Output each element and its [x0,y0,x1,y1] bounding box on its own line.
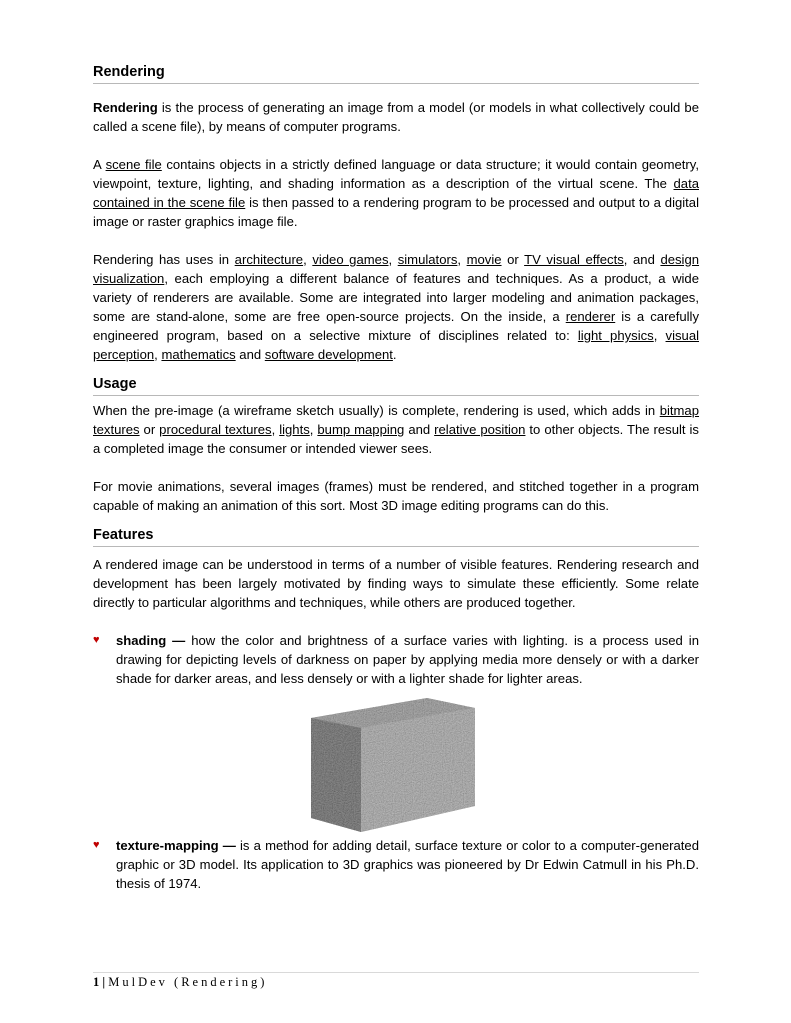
link-design-visualization[interactable]: design visualization [93,252,700,286]
link-bump-mapping[interactable]: bump mapping [317,422,405,437]
link-architecture[interactable]: architecture [234,252,304,267]
shaded-box-image [309,698,479,834]
link-visual-perception[interactable]: visual perception [93,328,700,362]
heading-rendering: Rendering [93,64,699,84]
list-item-shading: ♥ shading — how the color and brightness of a surface varies with lighting. is a process used in drawing for depicting levels of darkness on paper by applying media more densely or with a darker shade for darker areas, and less densely or with a lighter shade for lighter areas. [93,633,699,686]
link-light-physics[interactable]: light physics [577,328,654,343]
term-rendering: Rendering [93,100,158,115]
rendering-paragraph-3: Rendering has uses in architecture, video games, simulators, movie or TV visual effects, and design visualization, each employing a different balance of features and techniques. As a product, a wide variety of renderers are available. Some are integrated into larger modeling and animation packages, some are stand-alone, some are free open-source projects. On the inside, a renderer is a carefully engineered program, based on a selective mixture of disciplines related to: light physics, visual perception, mathematics and software development. [93,252,700,362]
features-list [93,631,699,688]
link-data-contained[interactable]: data contained in the scene file [93,176,699,210]
heading-features: Features [93,527,699,547]
link-video-games[interactable]: video games [312,252,389,267]
term-texture-mapping: texture-mapping — [116,838,236,853]
footer-label: MulDev (Rendering) [108,975,268,989]
page-number: 1 [93,975,100,989]
term-shading: shading — [116,633,186,648]
link-software-development[interactable]: software development [264,347,393,362]
link-renderer[interactable]: renderer [565,309,616,324]
link-lights[interactable]: lights [279,422,310,437]
link-bitmap-textures[interactable]: bitmap textures [93,403,699,437]
link-tv-visual-effects[interactable]: TV visual effects [524,252,624,267]
features-list-continued [93,836,699,893]
rendering-paragraph-2: A scene file contains objects in a strictly defined language or data structure; it would contain geometry, viewpoint, texture, lighting, and shading information as a description of the virtual scene. The data contained in the scene file is then passed to a rendering program to be processed and output to a digital image or raster graphics image file. [93,157,699,229]
rendering-paragraph-1: Rendering is the process of generating an image from a model (or models in what collectively could be called a scene file), by means of computer programs. [93,100,699,134]
shaded-box-figure [93,698,699,836]
usage-paragraph-2: For movie animations, several images (frames) must be rendered, and stitched together in a program capable of making an animation of this sort. Most 3D image editing programs can do this. [93,479,699,513]
features-paragraph-1: A rendered image can be understood in terms of a number of visible features. Rendering research and development has been largely motivated by finding ways to simulate these efficiently. Some relate directly to particular algorithms and techniques, while others are produced together. [93,557,699,610]
link-procedural-textures[interactable]: procedural textures [159,422,272,437]
link-movie[interactable]: movie [466,252,502,267]
link-simulators[interactable]: simulators [397,252,458,267]
list-item-texture-mapping: ♥ texture-mapping — is a method for adding detail, surface texture or color to a computer-generated graphic or 3D model. Its application to 3D graphics was pioneered by Dr Edwin Catmull in his Ph.D. thesis of 1974. [93,838,699,891]
link-relative-position[interactable]: relative position [434,422,526,437]
link-scene-file[interactable]: scene file [105,157,162,172]
heart-bullet-icon: ♥ [93,839,100,851]
document-body [93,64,699,893]
usage-paragraph-1: When the pre-image (a wireframe sketch usually) is complete, rendering is used, which adds in bitmap textures or procedural textures, lights, bump mapping and relative position to other objects. The result is a completed image the consumer or intended viewer sees. [93,403,699,456]
footer-separator: | [99,975,109,989]
heading-usage: Usage [93,376,699,396]
link-mathematics[interactable]: mathematics [161,347,236,362]
page-footer [93,972,699,990]
heart-bullet-icon: ♥ [93,634,100,646]
